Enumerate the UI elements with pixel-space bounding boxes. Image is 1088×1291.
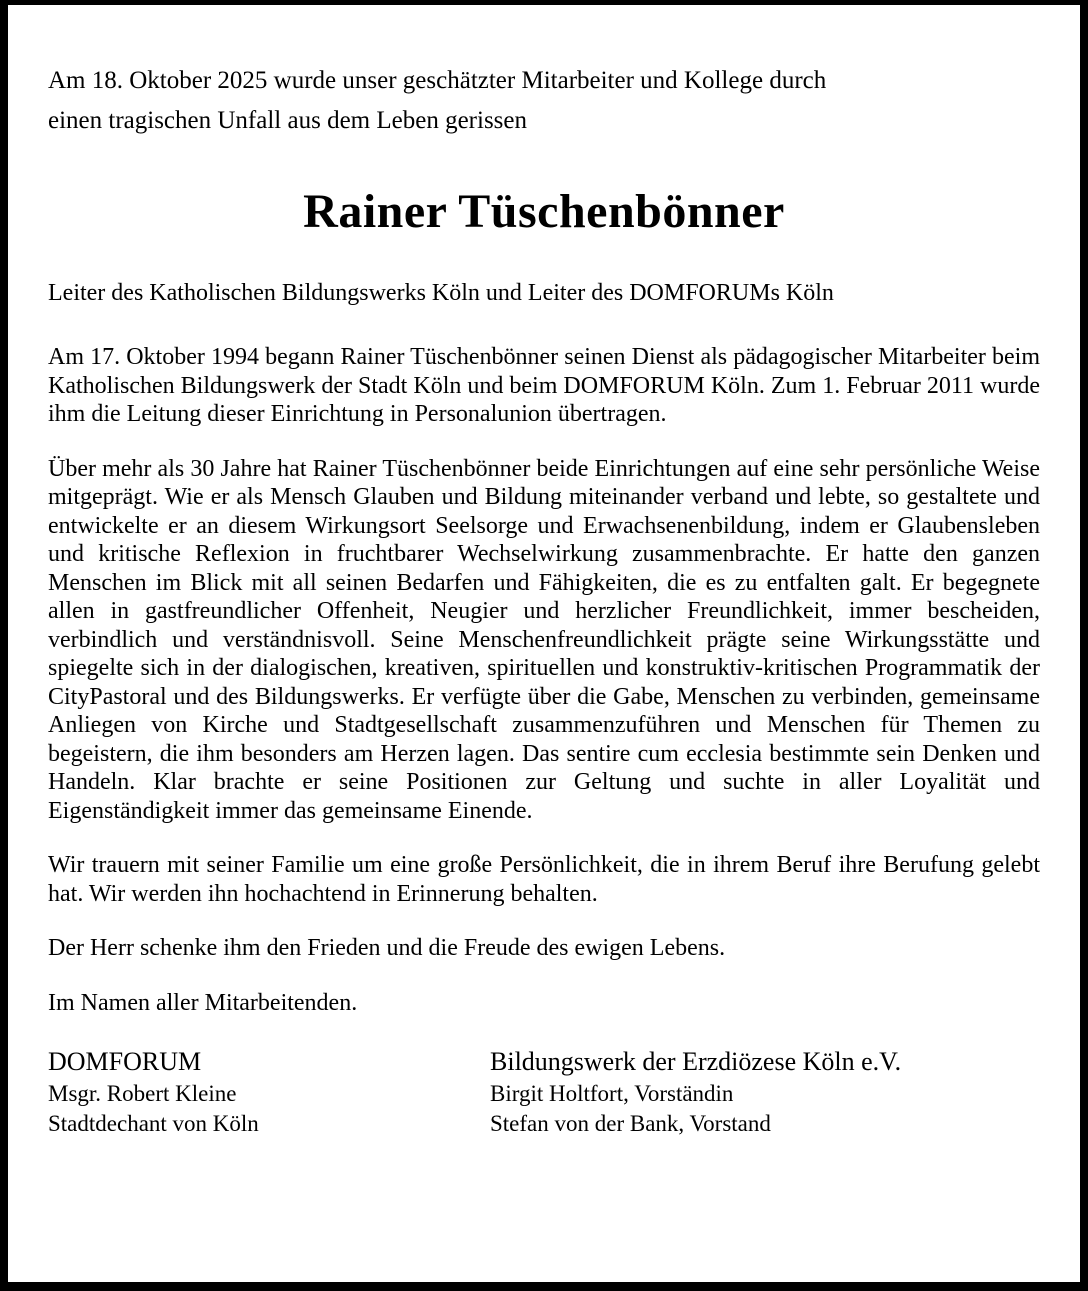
paragraph-blessing: Der Herr schenke ihm den Frieden und die Freude des ewigen Lebens. (48, 935, 726, 961)
notice-content (8, 5, 1080, 1139)
deceased-role-line: Leiter des Katholischen Bildungswerks Köln und Leiter des DOMFORUMs Köln (48, 280, 834, 306)
signature-role-stadtdechant: Stadtdechant von Köln (48, 1111, 259, 1136)
paragraph-career: Am 17. Oktober 1994 begann Rainer Tüschenbönner seinen Dienst als pädagogischer Mitarbeiter beim Katholischen Bildungswerk der Stadt Köln und beim DOMFORUM Köln. Zum 1. Februar 2011 wurde ihm die Leitung dieser Einrichtung in Personalunion übertragen. (48, 344, 1040, 427)
intro-line-2: einen tragischen Unfall aus dem Leben gerissen (48, 107, 527, 134)
signature-block (48, 1045, 1040, 1139)
deceased-name: Rainer Tüschenbönner (303, 185, 785, 238)
signature-person-birgit-holtfort: Birgit Holtfort, Vorständin (490, 1081, 734, 1106)
paragraph-mourning: Wir trauern mit seiner Familie um eine große Persönlichkeit, die in ihrem Beruf ihre Berufung gelebt hat. Wir werden ihn hochachtend in Erinnerung behalten. (48, 852, 1040, 907)
intro-paragraph (48, 61, 1040, 141)
signature-org-domforum: DOMFORUM (48, 1047, 202, 1076)
intro-line-1: Am 18. Oktober 2025 wurde unser geschätzter Mitarbeiter und Kollege durch (48, 67, 827, 94)
signature-column-domforum (48, 1045, 490, 1139)
signature-person-stefan-von-der-bank: Stefan von der Bank, Vorstand (490, 1111, 771, 1136)
paragraph-tribute: Über mehr als 30 Jahre hat Rainer Tüschenbönner beide Einrichtungen auf eine sehr persönliche Weise mitgeprägt. Wie er als Mensch Glauben und Bildung miteinander verband und lebte, so gestaltete und entwickelte er an diesem Wirkungsort Seelsorge und Erwachsenenbildung, indem er Glaubensleben und kritische Reflexion in fruchtbarer Wechselwirkung zusammenbrachte. Er hatte den ganzen Menschen im Blick mit all seinen Bedarfen und Fähigkeiten, die es zu entfalten galt. Er begegnete allen in gastfreundlicher Offenheit, Neugier und herzlicher Freundlichkeit, immer bescheiden, verbindlich und verständnisvoll. Seine Menschenfreundlichkeit prägte seine Wirkungsstätte und spiegelte sich in der dialogischen, kreativen, spirituellen und konstruktiv-kritischen Programmatik der CityPastoral und des Bildungswerks. Er verfügte über die Gabe, Menschen zu verbinden, gemeinsame Anliegen von Kirche und Stadtgesellschaft zusammenzuführen und Menschen für Themen zu begeistern, die ihm besonders am Herzen lagen. Das sentire cum ecclesia bestimmte sein Denken und Handeln. Klar brachte er seine Positionen zur Geltung und suchte in aller Loyalität und Eigenständigkeit immer das gemeinsame Einende. (48, 455, 1040, 824)
signature-column-bildungswerk (490, 1045, 1040, 1139)
signature-org-bildungswerk: Bildungswerk der Erzdiözese Köln e.V. (490, 1047, 902, 1076)
signature-person-robert-kleine: Msgr. Robert Kleine (48, 1081, 237, 1106)
paragraph-on-behalf: Im Namen aller Mitarbeitenden. (48, 989, 358, 1016)
